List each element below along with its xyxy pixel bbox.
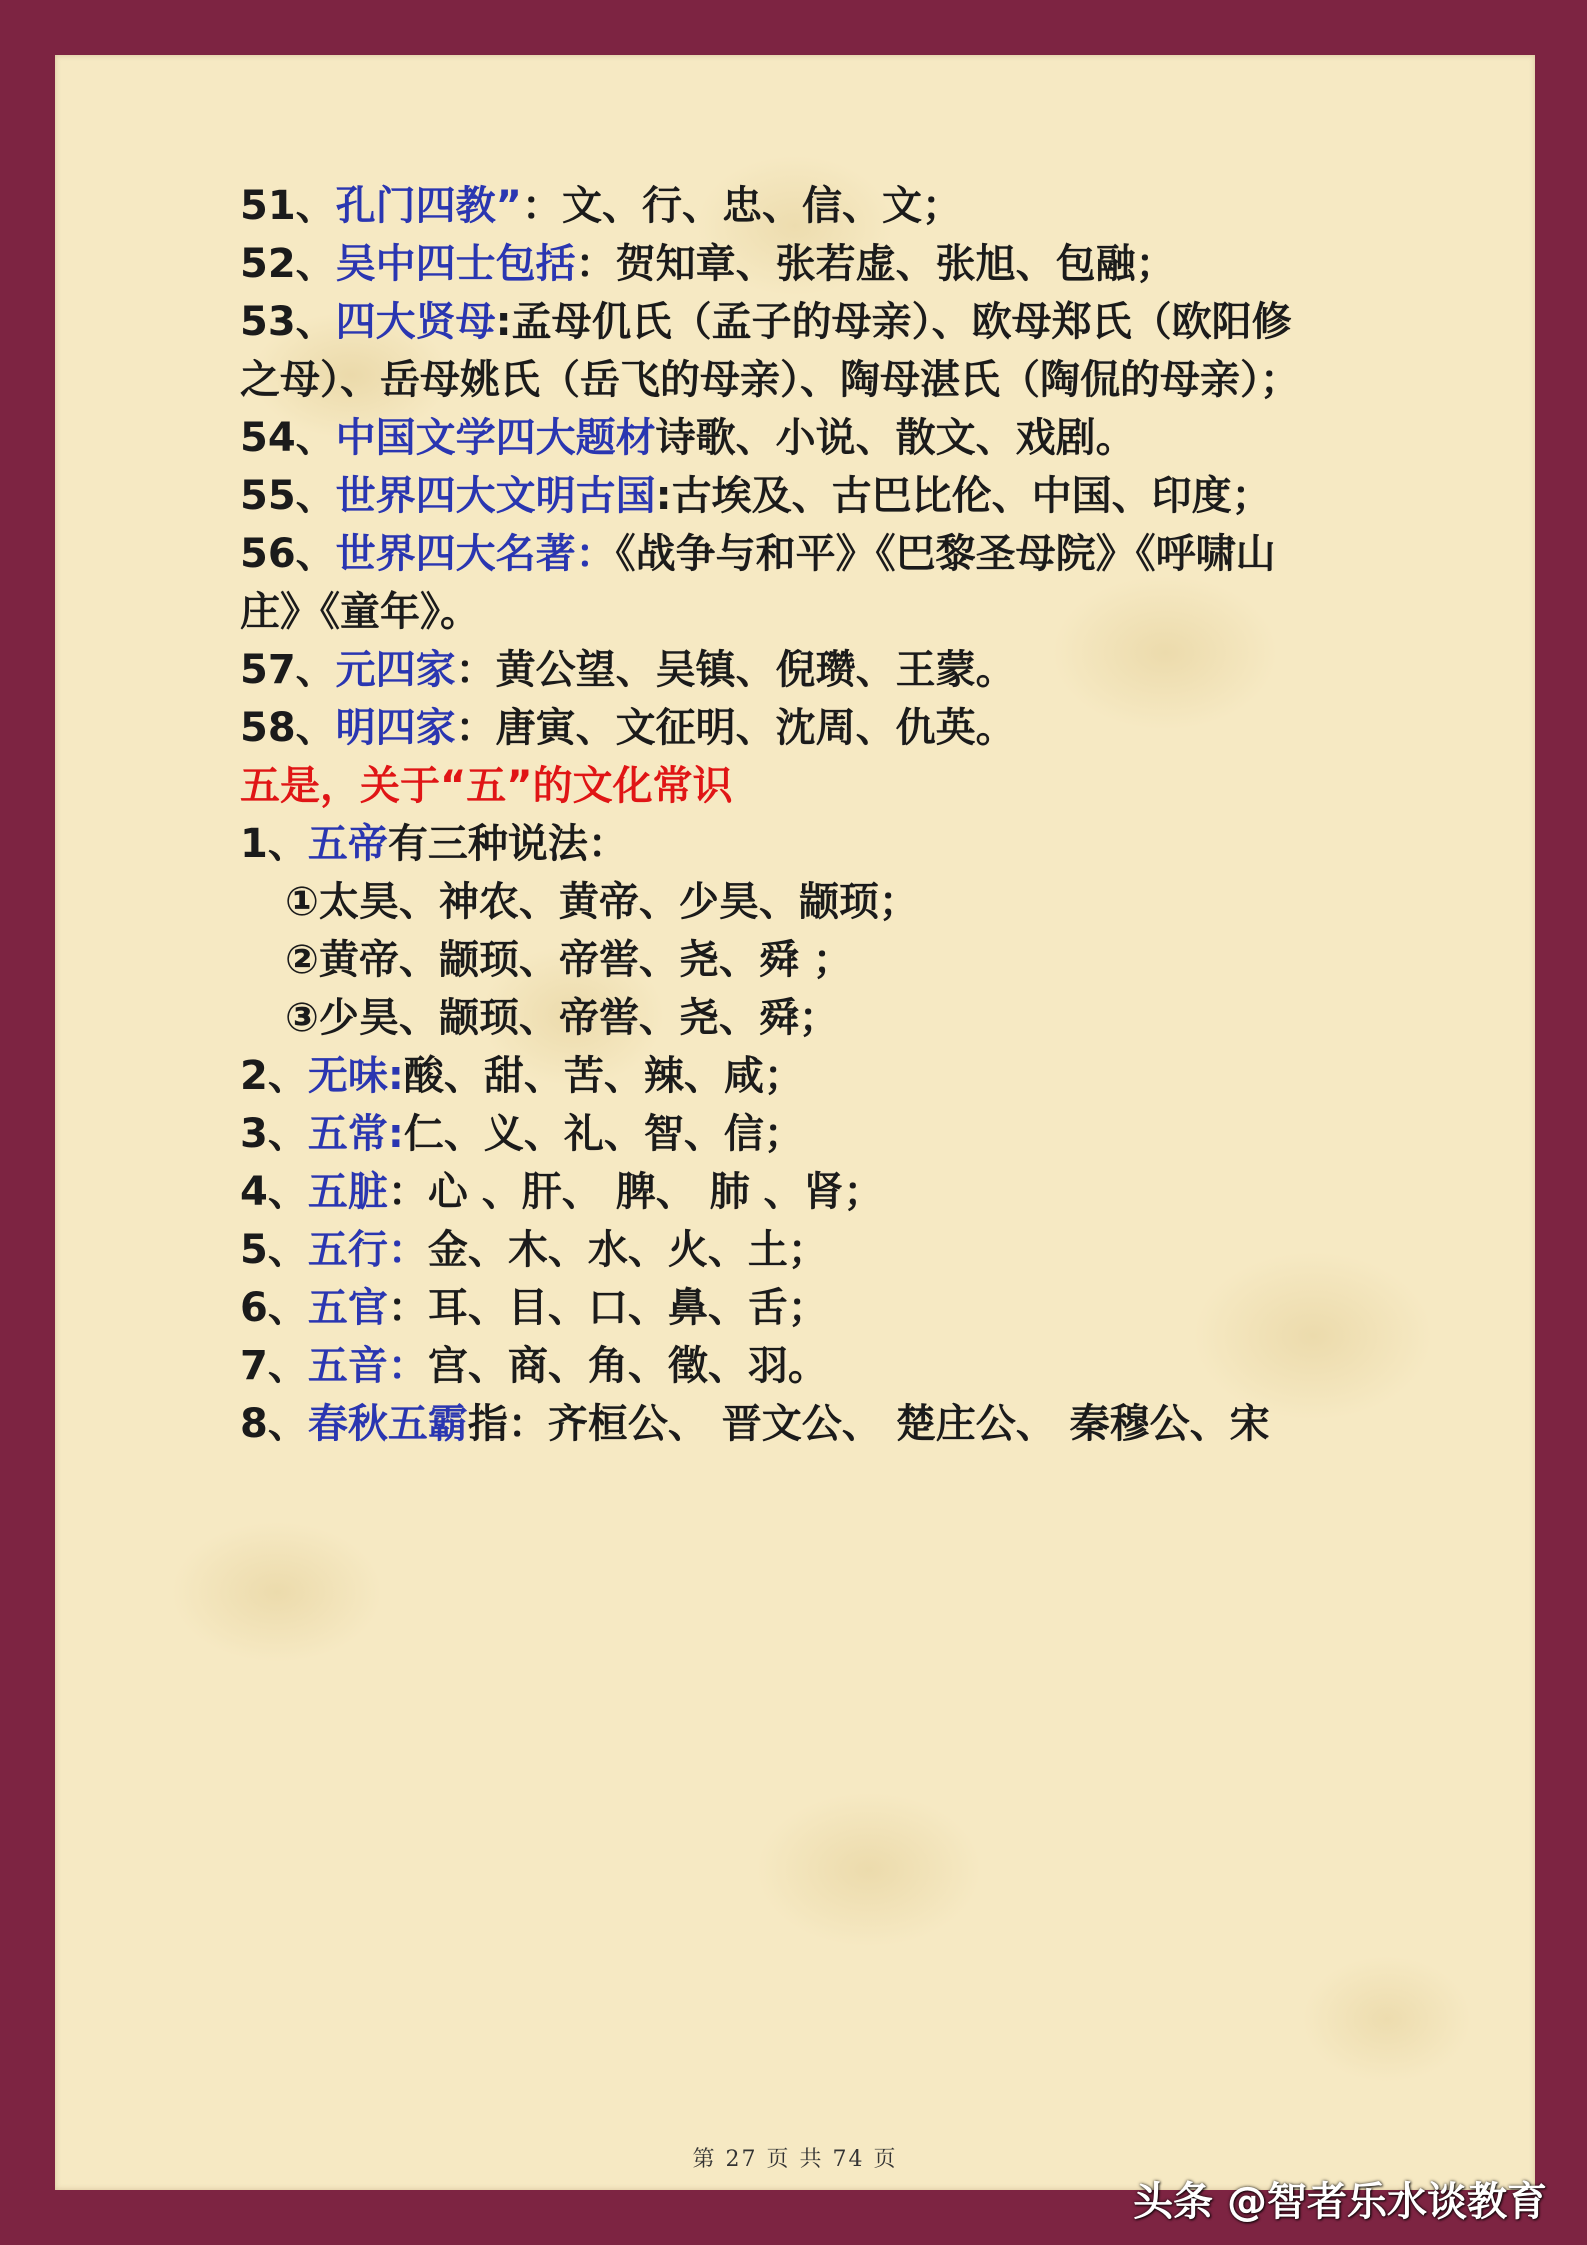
list-item: 7、五音：宫、商、角、徵、羽。 xyxy=(240,1343,828,1389)
list-item: 8、春秋五霸指：齐桓公、 晋文公、 楚庄公、 秦穆公、宋 xyxy=(240,1401,1270,1447)
document-page xyxy=(55,55,1535,2190)
list-item: 56、世界四大名著：《战争与和平》《巴黎圣母院》《呼啸山 xyxy=(240,531,1276,577)
list-item: 54、中国文学四大题材诗歌、小说、散文、戏剧。 xyxy=(240,415,1136,461)
list-item: 2、无味:酸、甜、苦、辣、咸； xyxy=(240,1053,804,1099)
list-item-continuation: 之母）、岳母姚氏（岳飞的母亲）、陶母湛氏（陶侃的母亲）； xyxy=(240,357,1300,403)
sub-item: ①太昊、神农、黄帝、少昊、颛顼； xyxy=(285,879,919,925)
list-item: 51、孔门四教”：文、行、忠、信、文； xyxy=(240,183,962,229)
list-item: 57、元四家：黄公望、吴镇、倪瓒、王蒙。 xyxy=(240,647,1016,693)
list-item: 58、明四家：唐寅、文征明、沈周、仇英。 xyxy=(240,705,1016,751)
page-footer: 第 27 页 共 74 页 xyxy=(692,2147,898,2172)
watermark: 头条 @智者乐水谈教育 xyxy=(1133,2179,1547,2225)
sub-item: ③少昊、颛顼、帝喾、尧、舜； xyxy=(285,995,839,1041)
list-item: 1、五帝有三种说法： xyxy=(240,821,628,867)
list-item: 4、五脏：心 、肝、 脾、 肺 、肾； xyxy=(240,1169,884,1215)
section-heading: 五是，关于“五”的文化常识 xyxy=(240,763,733,809)
list-item: 3、五常:仁、义、礼、智、信； xyxy=(240,1111,804,1157)
sub-item: ②黄帝、颛顼、帝喾、尧、舜 ； xyxy=(285,937,853,983)
list-item: 5、五行：金、木、水、火、土； xyxy=(240,1227,828,1273)
list-item: 52、吴中四士包括：贺知章、张若虚、张旭、包融； xyxy=(240,241,1176,287)
list-item-continuation: 庄》《童年》。 xyxy=(240,589,480,635)
list-item: 6、五官：耳、目、口、鼻、舌； xyxy=(240,1285,828,1331)
list-item: 55、世界四大文明古国:古埃及、古巴比伦、中国、印度； xyxy=(240,473,1272,519)
list-item: 53、四大贤母:孟母仉氏（孟子的母亲）、欧母郑氏（欧阳修 xyxy=(240,299,1292,345)
